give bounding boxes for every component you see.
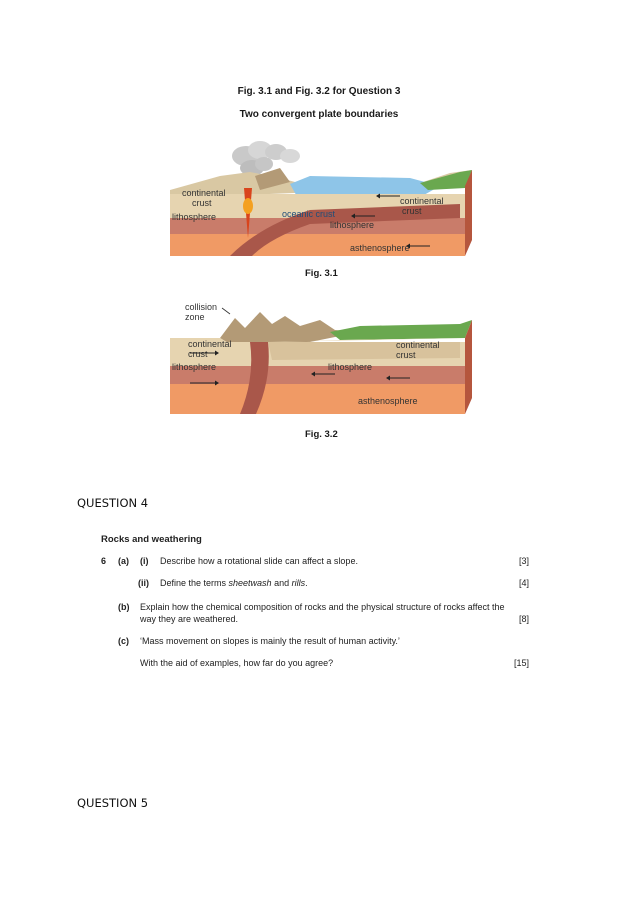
magma-chamber [243, 198, 253, 214]
part-b-text-line2: way they are weathered. [140, 614, 239, 624]
label-continental-crust-left: continental crust [188, 339, 232, 359]
part-a-i-label: (i) [140, 556, 149, 566]
right-vegetation [330, 320, 472, 340]
part-b-label: (b) [118, 602, 130, 612]
question-number: 6 [101, 556, 107, 566]
fig-3-1-diagram [160, 138, 480, 260]
label-lithosphere-left: lithosphere [172, 362, 217, 372]
part-b-text-line1: Explain how the chemical composition of rocks and the physical structure of rocks affect the [140, 602, 505, 612]
part-a-i-text: Describe how a rotational slide can affect a slope. [160, 556, 358, 566]
question-topic: Rocks and weathering [101, 534, 202, 545]
part-a-ii-label: (ii) [138, 578, 149, 588]
part-a-ii-marks: [4] [519, 578, 530, 588]
label-lithosphere-left: lithosphere [172, 212, 217, 222]
label-continental-crust-right: continental crust [400, 196, 444, 216]
question-5-heading: QUESTION 5 [77, 796, 149, 810]
label-oceanic-crust: oceanic crust [282, 209, 336, 219]
asthenosphere-layer [170, 234, 465, 256]
mountain-range [220, 312, 360, 344]
asthenosphere-layer [170, 384, 465, 414]
part-a-label: (a) [118, 556, 129, 566]
label-continental-crust-left: continental crust [182, 188, 226, 208]
right-vegetation [420, 170, 472, 190]
label-continental-crust-right: continental crust [396, 340, 440, 360]
part-b-marks: [8] [519, 614, 530, 624]
part-a-i-marks: [3] [519, 556, 530, 566]
part-c-text: With the aid of examples, how far do you agree? [140, 658, 334, 668]
figure-subheader: Two convergent plate boundaries [239, 109, 399, 120]
fig-3-2-diagram [160, 298, 480, 418]
fig-3-2-caption: Fig. 3.2 [305, 429, 338, 440]
part-c-label: (c) [118, 636, 129, 646]
part-c-marks: [15] [514, 658, 530, 668]
label-lithosphere-mid: lithosphere [328, 362, 373, 372]
part-a-ii-text: Define the terms sheetwash and rills. [160, 578, 308, 588]
label-lithosphere-mid: lithosphere [330, 220, 375, 230]
question-4-heading: QUESTION 4 [77, 496, 149, 510]
label-asthenosphere: asthenosphere [358, 396, 418, 406]
part-c-quote: ‘Mass movement on slopes is mainly the result of human activity.’ [140, 636, 400, 646]
label-asthenosphere: asthenosphere [350, 243, 410, 253]
label-collision-zone: collision zone [185, 302, 218, 322]
collision-zone-pointer [222, 308, 230, 314]
volcanic-smoke [232, 141, 300, 176]
fig-3-1-caption: Fig. 3.1 [305, 268, 338, 279]
figure-header: Fig. 3.1 and Fig. 3.2 for Question 3 [237, 86, 401, 97]
